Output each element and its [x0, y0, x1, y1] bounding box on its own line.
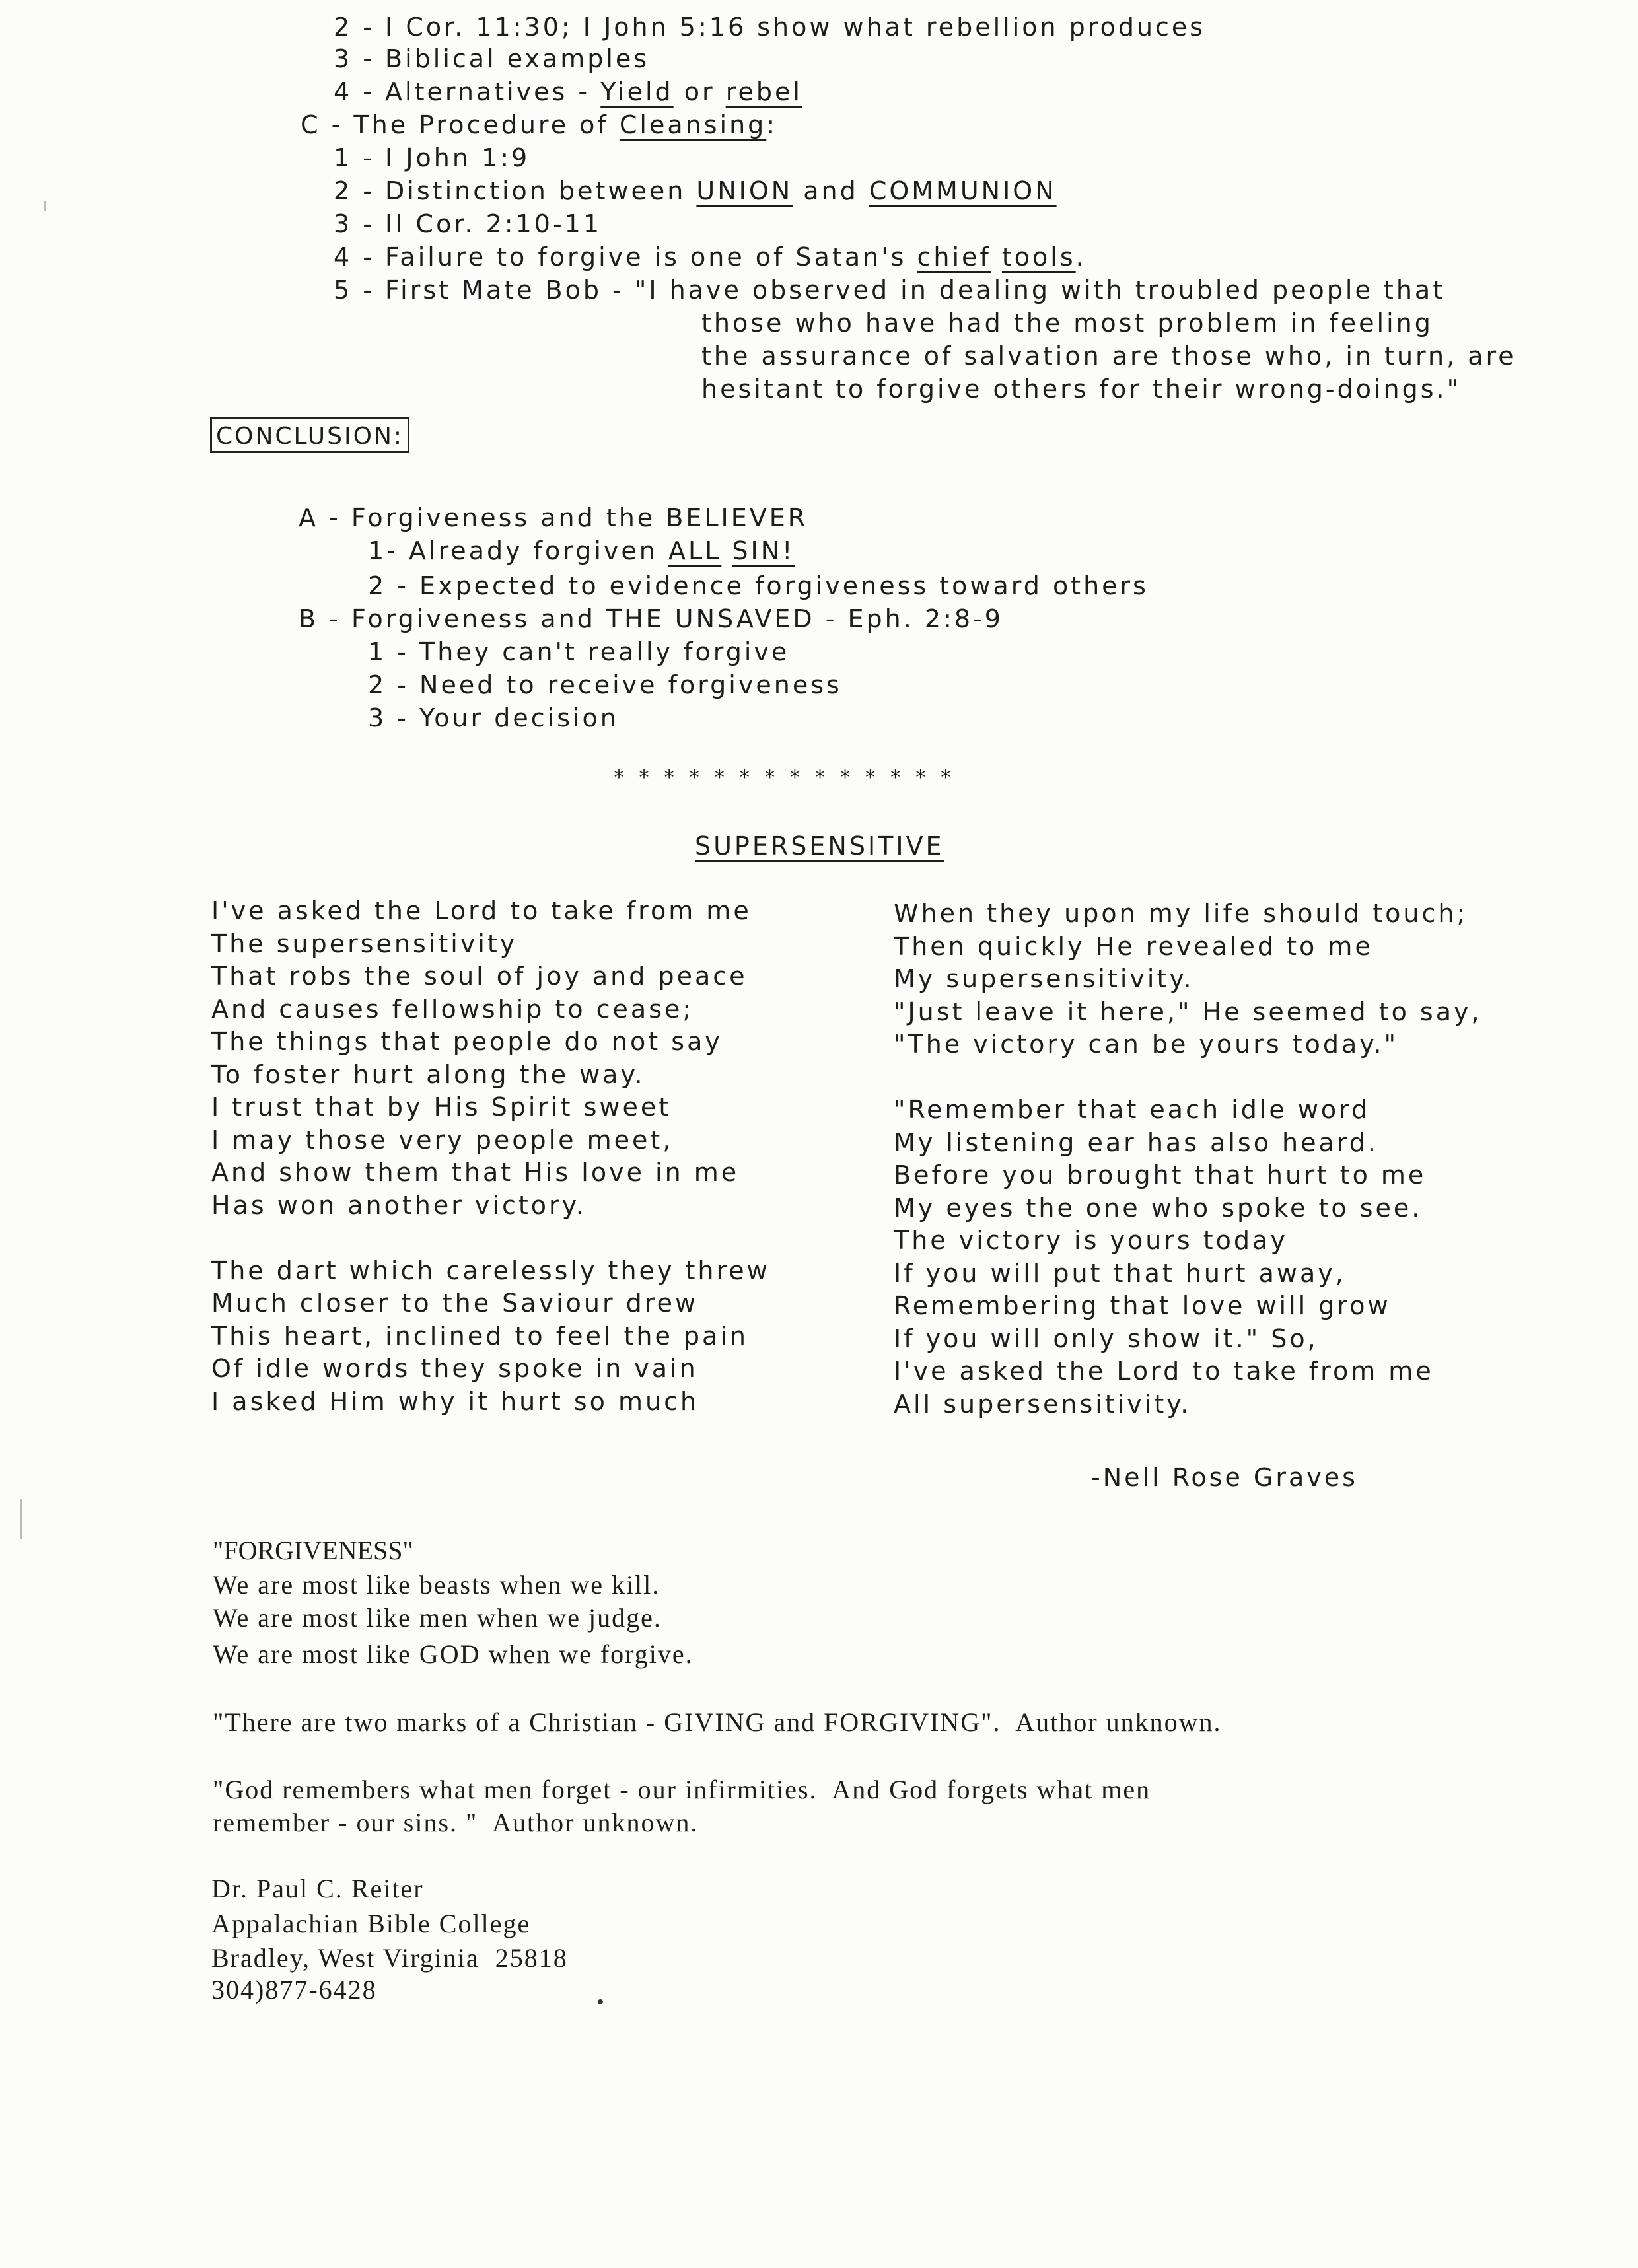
outline-item-c5-line1: 5 - First Mate Bob - "I have observed in dealing with troubled people that [334, 275, 1446, 304]
poem-line: All supersensitivity. [894, 1389, 1192, 1419]
outline-c2-communion: COMMUNION [869, 176, 1057, 205]
scan-speck [20, 1499, 22, 1539]
conclusion-a1-all: ALL [668, 536, 722, 565]
poem-line: My listening ear has also heard. [894, 1127, 1378, 1157]
outline-item-c2 [334, 178, 1057, 203]
poem-line: I asked Him why it hurt so much [211, 1386, 699, 1416]
poem-line: "The victory can be yours today." [894, 1030, 1398, 1059]
poem-line: When they upon my life should touch; [894, 899, 1468, 928]
poem-title: SUPERSENSITIVE [695, 832, 944, 861]
outline-b4-or: or [673, 77, 726, 106]
outline-item-c5-line3: the assurance of salvation are those who, in turn, are [701, 341, 1516, 371]
conclusion-b1: 1 - They can't really forgive [368, 637, 790, 666]
poem-line: That robs the soul of joy and peace [211, 962, 748, 991]
poem-line: "Just leave it here," He seemed to say, [894, 997, 1482, 1026]
poem-line: And causes fellowship to cease; [211, 994, 694, 1024]
poem-line: If you will put that hurt away, [894, 1258, 1346, 1288]
outline-section-c [301, 112, 777, 137]
outline-item-b3: 3 - Biblical examples [334, 44, 650, 73]
signature-address: Bradley, West Virginia 25818 [211, 1943, 568, 1973]
conclusion-b2: 2 - Need to receive forgiveness [368, 670, 842, 699]
conclusion-a2: 2 - Expected to evidence forgiveness toward others [368, 571, 1149, 600]
outline-c4-prefix: 4 - Failure to forgive is one of Satan's [334, 242, 917, 271]
poem-line: I trust that by His Spirit sweet [211, 1092, 672, 1121]
poem-line: And show them that His love in me [211, 1158, 740, 1187]
poem-line: My supersensitivity. [894, 964, 1194, 993]
forgiveness-line-2: We are most like men when we judge. [213, 1603, 662, 1633]
outline-c4-chief: chief [917, 242, 991, 271]
outline-item-c5-line4: hesitant to forgive others for their wrong-doings." [701, 374, 1462, 404]
conclusion-a1-space [721, 536, 732, 565]
outline-item-c1: 1 - I John 1:9 [334, 143, 530, 172]
outline-item-c3: 3 - II Cor. 2:10-11 [334, 209, 602, 238]
outline-item-c5-line2: those who have had the most problem in feeling [701, 308, 1433, 337]
poem-line: Of idle words they spoke in vain [211, 1354, 698, 1383]
signature-name: Dr. Paul C. Reiter [211, 1874, 424, 1903]
poem-line: The supersensitivity [211, 929, 518, 958]
conclusion-a1 [368, 538, 795, 563]
outline-item-c4 [334, 244, 1086, 269]
signature-org: Appalachian Bible College [211, 1909, 531, 1938]
poem-line: The dart which carelessly they threw [211, 1256, 770, 1285]
outline-c-colon: : [766, 110, 778, 139]
poem-line: Then quickly He revealed to me [894, 931, 1373, 961]
conclusion-a1-prefix: 1- Already forgiven [368, 536, 668, 565]
forgiveness-line-1: We are most like beasts when we kill. [213, 1570, 660, 1600]
outline-item-b2: 2 - I Cor. 11:30; I John 5:16 show what rebellion produces [334, 13, 1206, 42]
quote-god-remembers-line-2: remember - our sins. " Author unknown. [213, 1808, 699, 1837]
quote-god-remembers-line-1: "God remembers what men forget - our infirmities. And God forgets what men [213, 1775, 1151, 1804]
poem-author: -Nell Rose Graves [1091, 1463, 1358, 1492]
outline-c4-space [991, 242, 1002, 271]
poem-line: "Remember that each idle word [894, 1095, 1371, 1124]
poem-line: Before you brought that hurt to me [894, 1160, 1427, 1189]
outline-b4-prefix: 4 - Alternatives - [334, 77, 601, 106]
poem-line: I may those very people meet, [211, 1125, 674, 1154]
signature-phone: 304)877-6428 [211, 1975, 377, 2004]
forgiveness-line-3: We are most like GOD when we forgive. [213, 1639, 694, 1669]
poem-line: Much closer to the Saviour drew [211, 1289, 699, 1318]
conclusion-heading: CONCLUSION: [210, 417, 410, 453]
poem-line: Has won another victory. [211, 1190, 587, 1220]
outline-b4-rebel: rebel [725, 77, 802, 106]
poem-line: This heart, inclined to feel the pain [211, 1321, 748, 1351]
conclusion-a: A - Forgiveness and the BELIEVER [299, 503, 808, 532]
poem-line: The victory is yours today [894, 1226, 1288, 1255]
scan-speck [598, 1999, 603, 2004]
quote-giving-forgiving: "There are two marks of a Christian - GIVING and FORGIVING". Author unknown. [213, 1707, 1222, 1737]
outline-item-b4 [334, 79, 802, 104]
poem-line: The things that people do not say [211, 1027, 723, 1056]
poem-line: If you will only show it." So, [894, 1324, 1318, 1353]
poem-line: I've asked the Lord to take from me [211, 896, 752, 925]
conclusion-a1-sin: SIN! [732, 536, 795, 565]
conclusion-b: B - Forgiveness and THE UNSAVED - Eph. 2:8-9 [299, 604, 1003, 633]
outline-c4-dot: . [1075, 242, 1086, 271]
scan-speck [44, 201, 46, 211]
outline-c-cleansing: Cleansing [619, 110, 767, 139]
conclusion-b3: 3 - Your decision [368, 703, 619, 732]
outline-c-prefix: C - The Procedure of [301, 110, 620, 139]
forgiveness-title: "FORGIVENESS" [213, 1536, 413, 1565]
outline-c2-union: UNION [696, 176, 793, 205]
outline-c4-tools: tools [1001, 242, 1076, 271]
outline-b4-yield: Yield [600, 77, 674, 106]
star-divider: ************** [613, 766, 965, 789]
poem-line: My eyes the one who spoke to see. [894, 1193, 1423, 1223]
poem-line: I've asked the Lord to take from me [894, 1357, 1434, 1386]
outline-c2-prefix: 2 - Distinction between [334, 176, 697, 205]
outline-c2-and: and [793, 176, 869, 205]
poem-line: Remembering that love will grow [894, 1291, 1391, 1320]
poem-line: To foster hurt along the way. [211, 1059, 645, 1089]
